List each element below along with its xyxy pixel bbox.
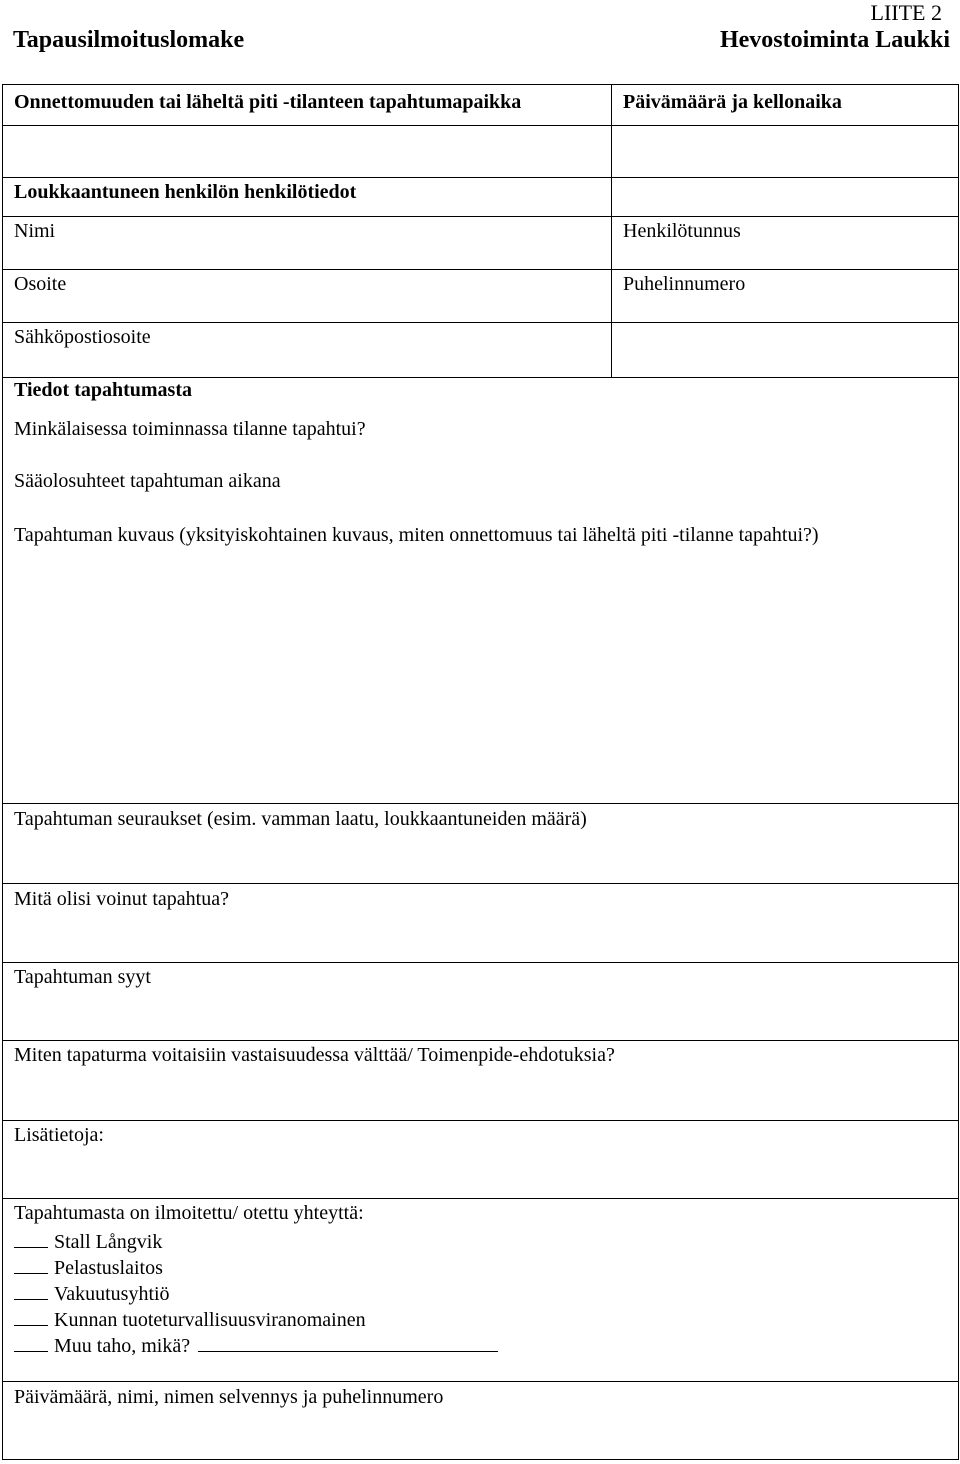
checkbox-line[interactable] bbox=[14, 1307, 48, 1326]
organization-name: Hevostoiminta Laukki bbox=[719, 27, 950, 53]
injured-heading: Loukkaantuneen henkilön henkilötiedot bbox=[14, 181, 357, 203]
address-field[interactable]: Osoite bbox=[14, 273, 67, 295]
potential-field[interactable]: Mitä olisi voinut tapahtua? bbox=[14, 888, 229, 910]
email-field[interactable]: Sähköpostiosoite bbox=[14, 326, 151, 348]
checkbox-line[interactable] bbox=[14, 1333, 48, 1352]
consequences-field[interactable]: Tapahtuman seuraukset (esim. vamman laatu, loukkaantuneiden määrä) bbox=[14, 808, 587, 830]
prevention-field[interactable]: Miten tapaturma voitaisiin vastaisuudessa välttää/ Toimenpide-ehdotuksia? bbox=[14, 1044, 615, 1066]
row-divider bbox=[3, 1120, 958, 1121]
additional-info-field[interactable]: Lisätietoja: bbox=[14, 1124, 104, 1146]
checkbox-line[interactable] bbox=[14, 1281, 48, 1300]
notified-option[interactable]: Muu taho, mikä? bbox=[14, 1333, 498, 1356]
incident-heading: Tiedot tapahtumasta bbox=[14, 379, 192, 401]
row-divider bbox=[3, 962, 958, 963]
notified-option[interactable]: Stall Långvik bbox=[14, 1229, 162, 1252]
description-field[interactable]: Tapahtuman kuvaus (yksityiskohtainen kuvaus, miten onnettomuus tai läheltä piti -tilanne tapahtui?) bbox=[14, 524, 819, 546]
datetime-label: Päivämäärä ja kellonaika bbox=[623, 91, 842, 113]
row-divider bbox=[3, 125, 958, 126]
row-divider bbox=[3, 803, 958, 804]
row-divider bbox=[3, 1198, 958, 1199]
row-divider bbox=[3, 216, 958, 217]
checkbox-line[interactable] bbox=[14, 1255, 48, 1274]
notified-option[interactable]: Kunnan tuoteturvallisuusviranomainen bbox=[14, 1307, 366, 1330]
location-label: Onnettomuuden tai läheltä piti -tilanteen tapahtumapaikka bbox=[14, 91, 522, 113]
row-divider bbox=[3, 322, 958, 323]
row-divider bbox=[3, 377, 958, 378]
activity-field[interactable]: Minkälaisessa toiminnassa tilanne tapahtui? bbox=[14, 418, 366, 440]
row-divider bbox=[3, 1381, 958, 1382]
notified-option[interactable]: Vakuutusyhtiö bbox=[14, 1281, 170, 1304]
row-divider bbox=[3, 1040, 958, 1041]
column-divider bbox=[611, 85, 612, 377]
signature-field[interactable]: Päivämäärä, nimi, nimen selvennys ja puhelinnumero bbox=[14, 1386, 444, 1408]
name-field[interactable]: Nimi bbox=[14, 220, 56, 242]
attachment-label: LIITE 2 bbox=[870, 0, 942, 25]
causes-field[interactable]: Tapahtuman syyt bbox=[14, 966, 151, 988]
row-divider bbox=[3, 177, 958, 178]
checkbox-line[interactable] bbox=[14, 1229, 48, 1248]
phone-field[interactable]: Puhelinnumero bbox=[623, 273, 746, 295]
other-party-input-line[interactable] bbox=[198, 1333, 498, 1352]
incident-form bbox=[2, 84, 959, 1460]
row-divider bbox=[3, 883, 958, 884]
ssn-field[interactable]: Henkilötunnus bbox=[623, 220, 741, 242]
notified-option[interactable]: Pelastuslaitos bbox=[14, 1255, 163, 1278]
notified-heading: Tapahtumasta on ilmoitettu/ otettu yhteyttä: bbox=[14, 1202, 364, 1224]
row-divider bbox=[3, 269, 958, 270]
weather-field[interactable]: Sääolosuhteet tapahtuman aikana bbox=[14, 470, 281, 492]
form-title: Tapausilmoituslomake bbox=[13, 27, 245, 53]
